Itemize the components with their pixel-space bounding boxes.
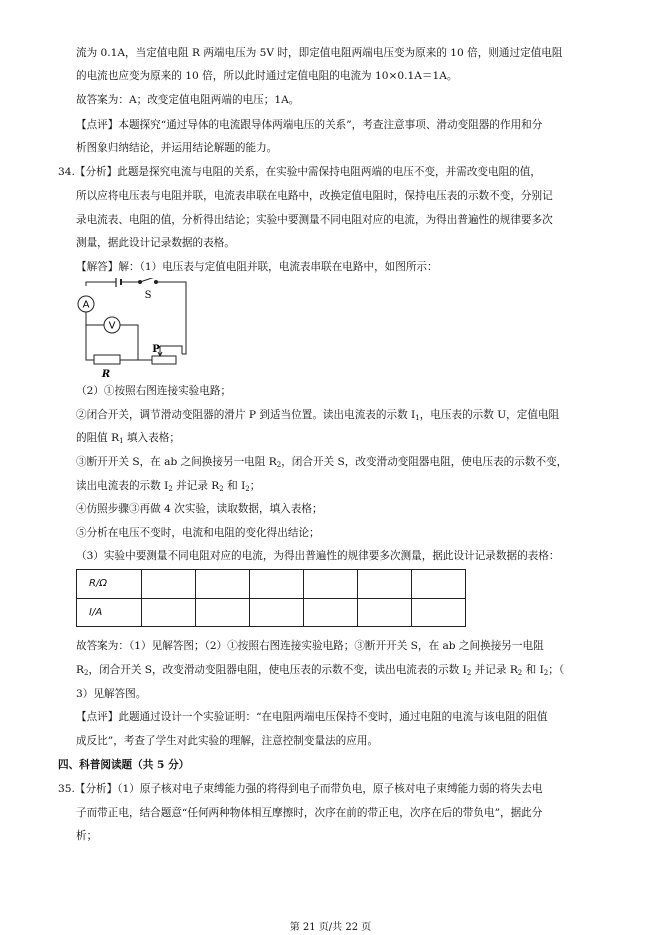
resistor-label: R [101,369,111,380]
switch-label: S [144,290,152,301]
text-line: 录电流表、电阻的值，分析得出结论；实验中要测量不同电阻对应的电流，为得出普遍性的规律要多次 [76,214,553,226]
text-line: 35.【分析】（1）原子核对电子束缚能力强的将得到电子而带负电，原子核对电子束缚能力弱的将失去电 [58,783,543,795]
text-line: 所以应将电压表与电阻并联，电流表串联在电路中，改换定值电阻时，保持电压表的示数不变，分别记 [76,190,553,202]
text-line: 测量，据此设计记录数据的表格。 [76,237,235,249]
text-line: 的阻值 $R_1$ 填入表格； [76,432,180,445]
table-cell [412,570,466,599]
page-footer: 第 21 页/共 22 页 [289,922,372,933]
text-line: 故答案为：（1）见解答图；（2）①按照右图连接实验电路；③断开开关 S，在 ab 之间换接另一电阻 [76,640,544,652]
table-cell [250,598,304,627]
text-line: 析； [76,830,98,842]
text-line: 【解答】解：（1）电压表与定值电阻并联，电流表串联在电路中，如图所示： [76,261,438,273]
table-cell [304,598,358,627]
text-line: ③断开开关 S，在 ab 之间换接另一电阻 $R_2$，闭合开关 S，改变滑动变阻器电阻，使电压表的示数不变， [76,456,568,469]
table-cell [142,598,196,627]
table-row-label: R/Ω [77,570,142,599]
record-table [76,569,466,627]
text-line: 3）见解答图。 [76,688,147,700]
text-line: 34.【分析】此题是探究电流与电阻的关系，在实验中需保持电阻两端的电压不变，并需改变电阻的值， [58,166,541,178]
table-cell [412,598,466,627]
text-line: 析图象归纳结论，并运用结论解题的能力。 [76,142,278,154]
text-line: 【点评】此题通过设计一个实验证明：“在电阻两端电压保持不变时，通过电阻的电流与该电阻的阻值 [76,711,548,723]
text-line: 【点评】本题探究“通过导体的电流跟导体两端电压的关系”，考查注意事项、滑动变阻器的作用和分 [76,119,543,131]
text-line: 成反比”，考查了学生对此实验的理解，注意控制变量法的应用。 [76,735,379,747]
text-line: 子而带正电，结合题意“任何两种物体相互摩擦时，次序在前的带正电，次序在后的带负电”，据此分 [76,807,543,819]
text-line: 故答案为：A；改变定值电阻两端的电压；1A。 [76,94,300,106]
table-cell [196,598,250,627]
table-cell [358,598,412,627]
text-line: 流为 0.1A，当定值电阻 R 两端电压为 5V 时，即定值电阻两端电压变为原来的 10 倍，则通过定值电阻 [76,47,563,59]
table-row-label: I/A [77,598,142,627]
text-line: $R_2$，闭合开关 S，改变滑动变阻器电阻，使电压表的示数不变，读出电流表的示数 $I_2$ 并记录 $R_2$ 和 $I_2$；（ [76,664,565,677]
table-row [77,570,466,599]
table-row [77,598,466,627]
voltmeter-label: V [108,320,116,332]
text-line: 的电流也应变为原来的 10 倍，所以此时通过定值电阻的电流为 10×0.1A＝1A。 [76,70,458,82]
text-line: 读出电流表的示数 $I_2$ 并记录 $R_2$ 和 $I_2$； [76,480,261,493]
table-cell [196,570,250,599]
table-cell [250,570,304,599]
text-line: （2）①按照右图连接实验电路； [76,385,232,397]
table-cell [358,570,412,599]
slider-label: P [152,344,160,355]
text-line: ②闭合开关，调节滑动变阻器的滑片 P 到适当位置。读出电流表的示数 $I_1$，电压表的示数 U，定值电阻 [76,409,560,422]
table-cell [304,570,358,599]
ammeter-label: A [82,299,90,311]
text-line: ⑤分析在电压不变时，电流和电阻的变化得出结论； [76,527,320,539]
circuit-diagram [72,278,192,380]
text-line: （3）实验中要测量不同电阻对应的电流，为得出普遍性的规律要多次测量，据此设计记录数据的表格： [76,550,560,562]
section-heading: 四、科普阅读题（共 5 分） [58,759,190,771]
table-cell [142,570,196,599]
text-line: ④仿照步骤③再做 4 次实验，读取数据，填入表格； [76,503,323,515]
